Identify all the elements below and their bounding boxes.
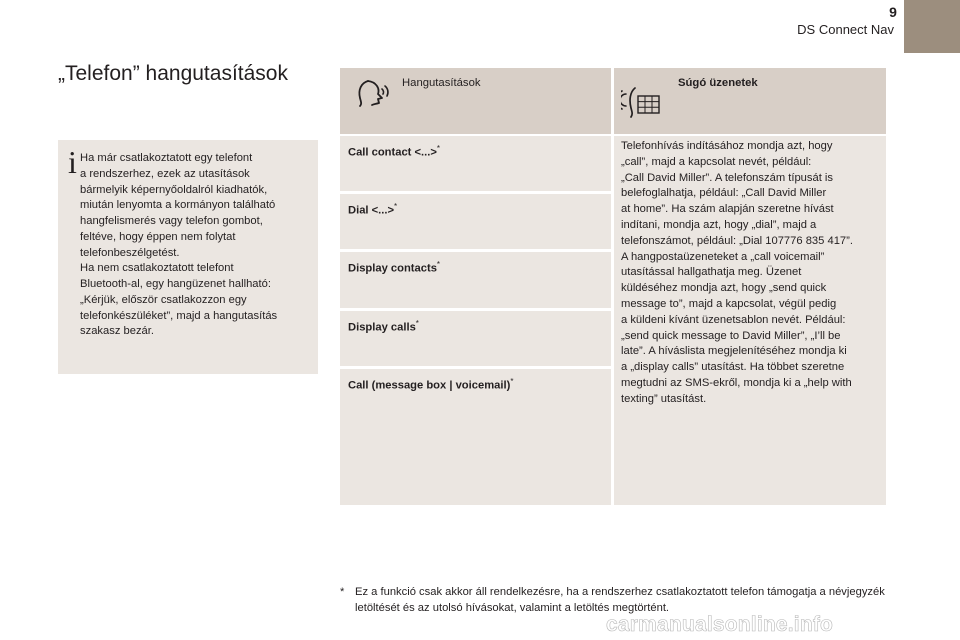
command-label: Dial <...>* (348, 202, 398, 217)
section-title: DS Connect Nav (797, 22, 894, 37)
page-title: „Telefon” hangutasítások (58, 62, 288, 85)
command-label: Display contacts* (348, 260, 441, 275)
command-row (340, 311, 611, 366)
command-label: Display calls* (348, 319, 419, 334)
header-left-label: Hangutasítások (402, 77, 481, 89)
help-description-text: Telefonhívás indításához mondja azt, hogy „call”, majd a kapcsolat nevét, például: „Call David Miller”. A telefonszám típusát is belefoglalhatja, például: „Call David Miller at home”. Ha szám alapján szeretne hívást indítani, mondja azt, hogy „dial”, majd a telefonszámot, például: „Dial 107776 835 417”. A hangpostaüzeneteket a „call voicemail” utasítással hallgathatja meg. Üzenet küldéséhez mondja azt, hogy „send quick message to”, majd a kapcsolat, végül pedig a küldeni kívánt üzenetsablon nevét. Például: „send quick message to David Miller”, „I’ll be late”. A híváslista megjelenítéséhez mondja ki a „display calls” utasítást. Ha többet szeretne megtudni az SMS-ekről, mondja ki a „help with texting” utasítást. (621, 140, 853, 405)
voice-command-table (340, 68, 886, 505)
command-row (340, 252, 611, 308)
section-tab (904, 0, 960, 53)
info-box (58, 140, 318, 374)
voice-command-icon (356, 78, 390, 108)
header-voice-commands (340, 68, 611, 134)
watermark: carmanualsonline.info (606, 613, 834, 636)
footnote-mark: * (340, 586, 345, 598)
footnote-text: Ez a funkció csak akkor áll rendelkezésre, ha a rendszerhez csatlakoztatott telefon támogatja a névjegyzék letöltését és az utolsó hívásokat, valamint a letöltés megtörtént. (355, 586, 885, 614)
command-label: Call (message box | voicemail)* (348, 377, 514, 392)
voice-message-icon (621, 84, 669, 120)
command-row (340, 369, 611, 505)
info-icon: i (68, 144, 77, 180)
page-number: 9 (889, 4, 897, 20)
header-right-label: Súgó üzenetek (678, 77, 758, 89)
command-row (340, 136, 611, 191)
command-label: Call contact <...>* (348, 144, 441, 159)
header-help-messages (614, 68, 886, 134)
help-description-cell (614, 136, 886, 505)
command-row (340, 194, 611, 249)
info-text: Ha már csatlakoztatott egy telefont a rendszerhez, ezek az utasítások bármelyik képernyőoldalról kiadhatók, miután lenyomta a kormányon található hangfelismerés vagy telefon gombot, feltéve, hogy éppen nem folytat telefonbeszélgetést. Ha nem csatlakoztatott telefont Bluetooth-al, egy hangüzenet hallható: „Kérjük, először csatlakozzon egy telefonkészüléket”, majd a hangutasítás szakasz bezár. (80, 152, 278, 338)
